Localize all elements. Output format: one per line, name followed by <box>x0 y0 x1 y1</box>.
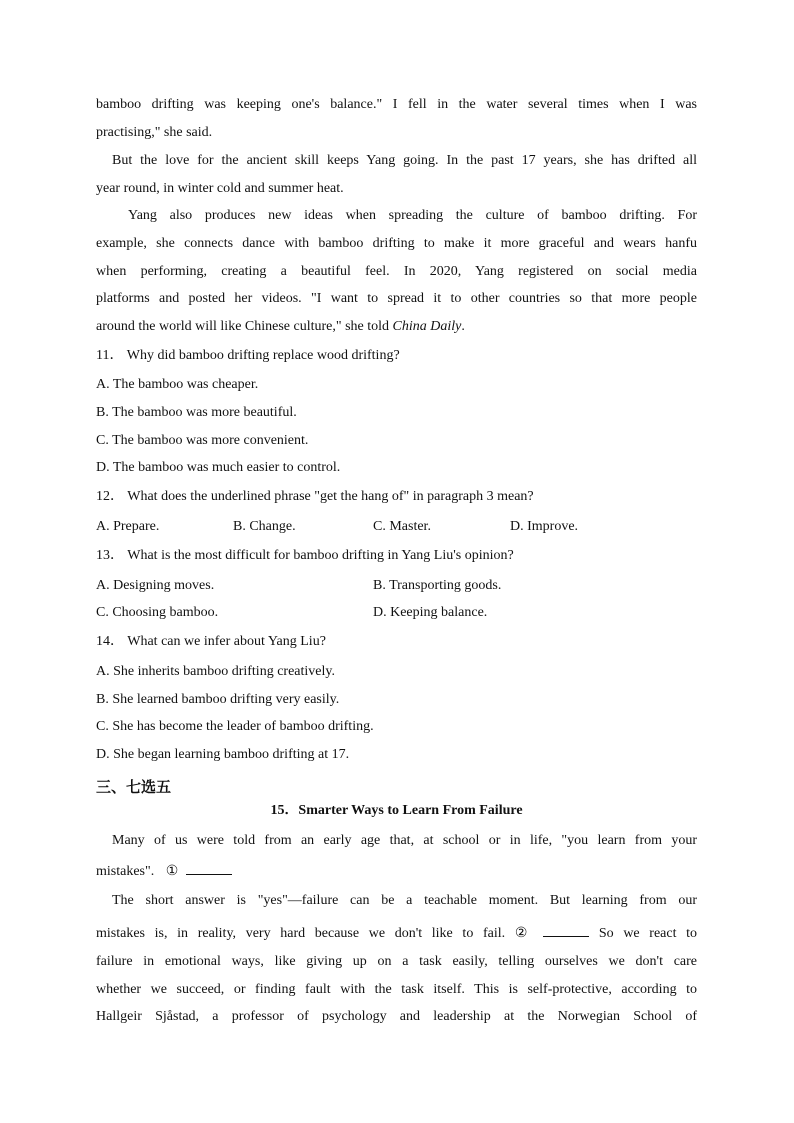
passage-line: But the love for the ancient skill keeps Yang going. In the past 17 years, she has drifted all <box>112 153 697 168</box>
question-12-option-c: C. Master. <box>373 519 431 534</box>
question-12-stem: 12． What does the underlined phrase "get the hang of" in paragraph 3 mean? <box>96 489 534 504</box>
passage-line <box>96 860 697 882</box>
question-14-option-a: A. She inherits bamboo drifting creatively. <box>96 664 335 679</box>
passage-line <box>96 922 697 944</box>
passage-text: around the world will like Chinese culture," she told <box>96 319 393 334</box>
question-14-option-b: B. She learned bamboo drifting very easily. <box>96 692 340 707</box>
passage-line: The short answer is "yes"—failure can be a teachable moment. But learning from our <box>112 893 697 908</box>
passage-title: 15．Smarter Ways to Learn From Failure <box>270 803 523 818</box>
question-13-stem: 13． What is the most difficult for bamboo drifting in Yang Liu's opinion? <box>96 548 514 563</box>
passage-line: platforms and posted her videos. "I want to spread it to other countries so that more people <box>96 291 697 306</box>
passage-line: when performing, creating a beautiful feel. In 2020, Yang registered on social media <box>96 264 697 279</box>
question-13-option-d: D. Keeping balance. <box>373 605 488 620</box>
passage-text: mistakes". <box>96 864 155 879</box>
question-13-option-b: B. Transporting goods. <box>373 578 502 593</box>
question-11-stem: 11． Why did bamboo drifting replace wood drifting? <box>96 348 400 363</box>
question-11-option-a: A. The bamboo was cheaper. <box>96 377 259 392</box>
question-14-option-c: C. She has become the leader of bamboo drifting. <box>96 719 374 734</box>
question-11-option-d: D. The bamboo was much easier to control. <box>96 460 341 475</box>
question-14-stem: 14． What can we infer about Yang Liu? <box>96 634 326 649</box>
passage-line: Many of us were told from an early age that, at school or in life, "you learn from your <box>112 833 697 848</box>
blank-number-1: ① <box>165 864 179 879</box>
blank-number-2: ② <box>514 926 534 941</box>
question-12-option-d: D. Improve. <box>510 519 579 534</box>
question-13-option-c: C. Choosing bamboo. <box>96 605 219 620</box>
passage-line: bamboo drifting was keeping one's balance." I fell in the water several times when I was <box>96 97 697 112</box>
passage-line: year round, in winter cold and summer heat. <box>96 181 344 196</box>
passage-line: failure in emotional ways, like giving up on a task easily, telling ourselves we don't care <box>96 954 697 969</box>
question-11-option-c: C. The bamboo was more convenient. <box>96 433 309 448</box>
answer-blank-1 <box>186 860 232 875</box>
passage-text: mistakes is, in reality, very hard because we don't like to fail. <box>96 926 506 941</box>
passage-line <box>96 317 697 337</box>
passage-line: example, she connects dance with bamboo drifting to make it more graceful and wears hanfu <box>96 236 697 251</box>
section-heading: 三、七选五 <box>96 778 172 796</box>
question-12-option-b: B. Change. <box>233 519 296 534</box>
passage-line: whether we succeed, or finding fault with the task itself. This is self-protective, according to <box>96 982 697 997</box>
passage-line: practising," she said. <box>96 125 213 140</box>
newspaper-name: China Daily <box>392 319 462 334</box>
question-11-option-b: B. The bamboo was more beautiful. <box>96 405 297 420</box>
passage-text: So we react to <box>598 926 698 941</box>
passage-text: . <box>461 319 465 334</box>
answer-blank-2 <box>543 922 589 937</box>
passage-line: Hallgeir Sjåstad, a professor of psychology and leadership at the Norwegian School of <box>96 1009 697 1024</box>
question-14-option-d: D. She began learning bamboo drifting at 17. <box>96 747 350 762</box>
passage-line: Yang also produces new ideas when spreading the culture of bamboo drifting. For <box>128 208 697 223</box>
question-13-option-a: A. Designing moves. <box>96 578 215 593</box>
question-12-option-a: A. Prepare. <box>96 519 160 534</box>
